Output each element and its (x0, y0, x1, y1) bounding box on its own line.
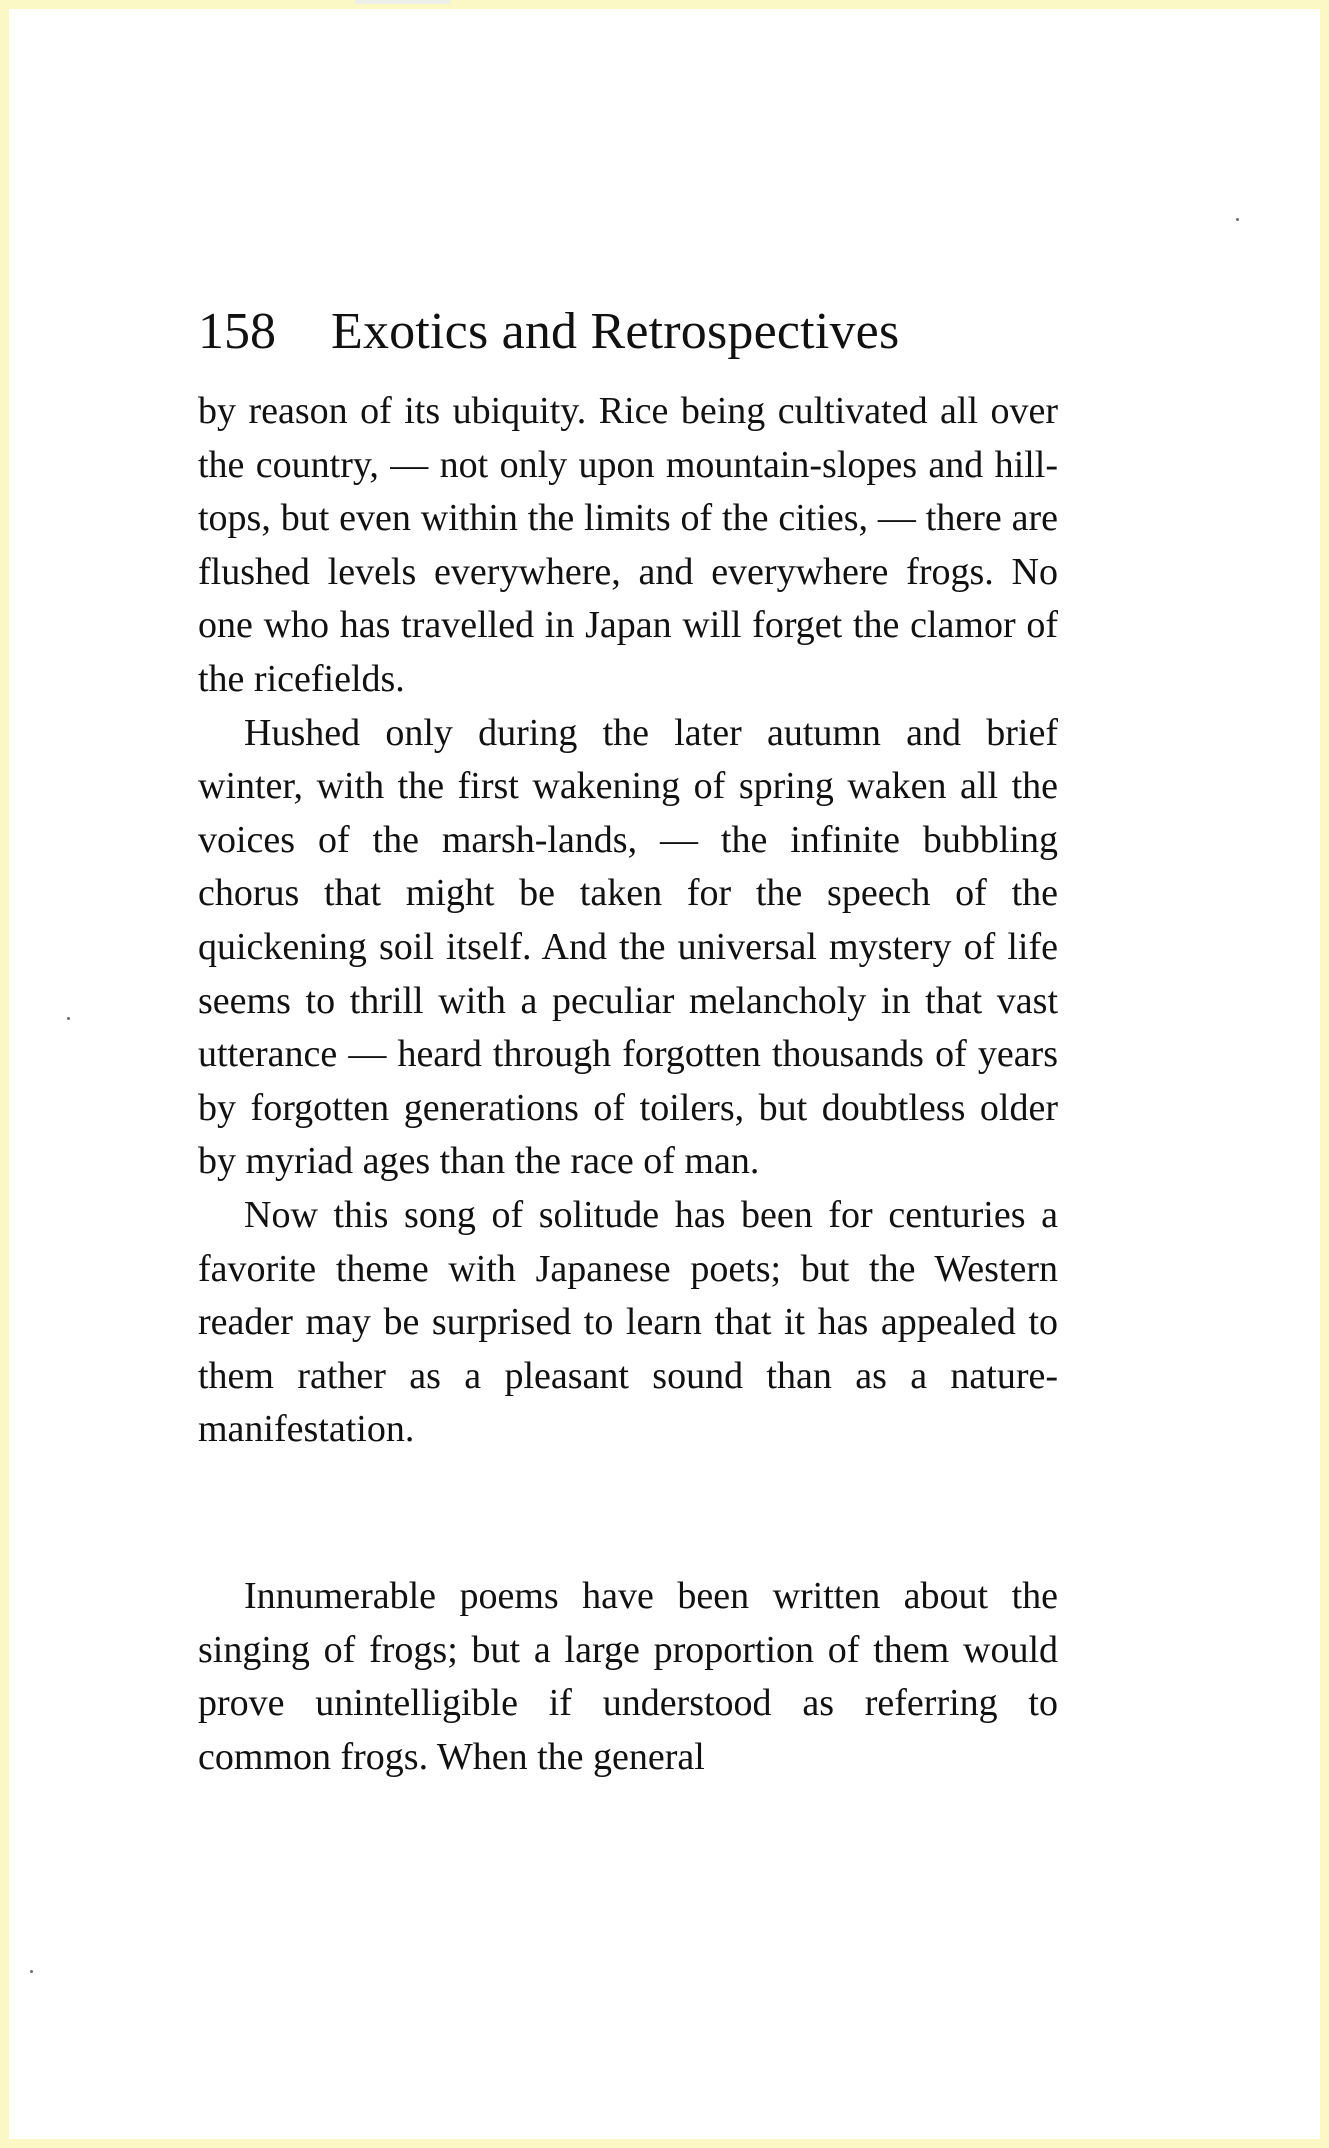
paragraph-song-of-solitude: Now this song of solitude has been for centuries a favorite theme with Japanese poets; but the Western reader may be surprised to learn that it has appealed to them rather as a pleasant sound than as a nature-manifestation. (198, 1193, 1058, 1451)
paper-speck (30, 1970, 33, 1973)
paragraph-continuation: by reason of its ubiquity. Rice being cultivated all over the country, — not only upon mountain-slopes and hill-tops, but even within the limits of the cities, — there are flushed levels everywhere, and everywhere frogs. No one who has travelled in Japan will forget the clamor of the ricefields. (198, 390, 1058, 700)
page-number: 158 (198, 303, 276, 360)
paper-speck (67, 1017, 70, 1020)
paragraph-innumerable-poems: Innumerable poems have been written about the singing of frogs; but a large proportion of them would prove unintelligible if understood as referring to common frogs. When the general (198, 1575, 1058, 1778)
text-block-main (198, 385, 1058, 1515)
page-header (198, 296, 1058, 368)
text-block-section-break (198, 1570, 1058, 1840)
paragraph-marsh-voices: Hushed only during the later autumn and brief winter, with the first wakening of spring waken all the voices of the marsh-lands, — the infinite bubbling chorus that might be taken for the speech of the quickening soil itself. And the universal mystery of life seems to thrill with a peculiar melancholy in that vast utterance — heard through forgotten thousands of years by forgotten generations of toilers, but doubtless older by myriad ages than the race of man. (198, 711, 1058, 1183)
scan-mark (355, 0, 450, 4)
paper-speck (1236, 218, 1239, 221)
running-title: Exotics and Retrospectives (331, 303, 900, 360)
